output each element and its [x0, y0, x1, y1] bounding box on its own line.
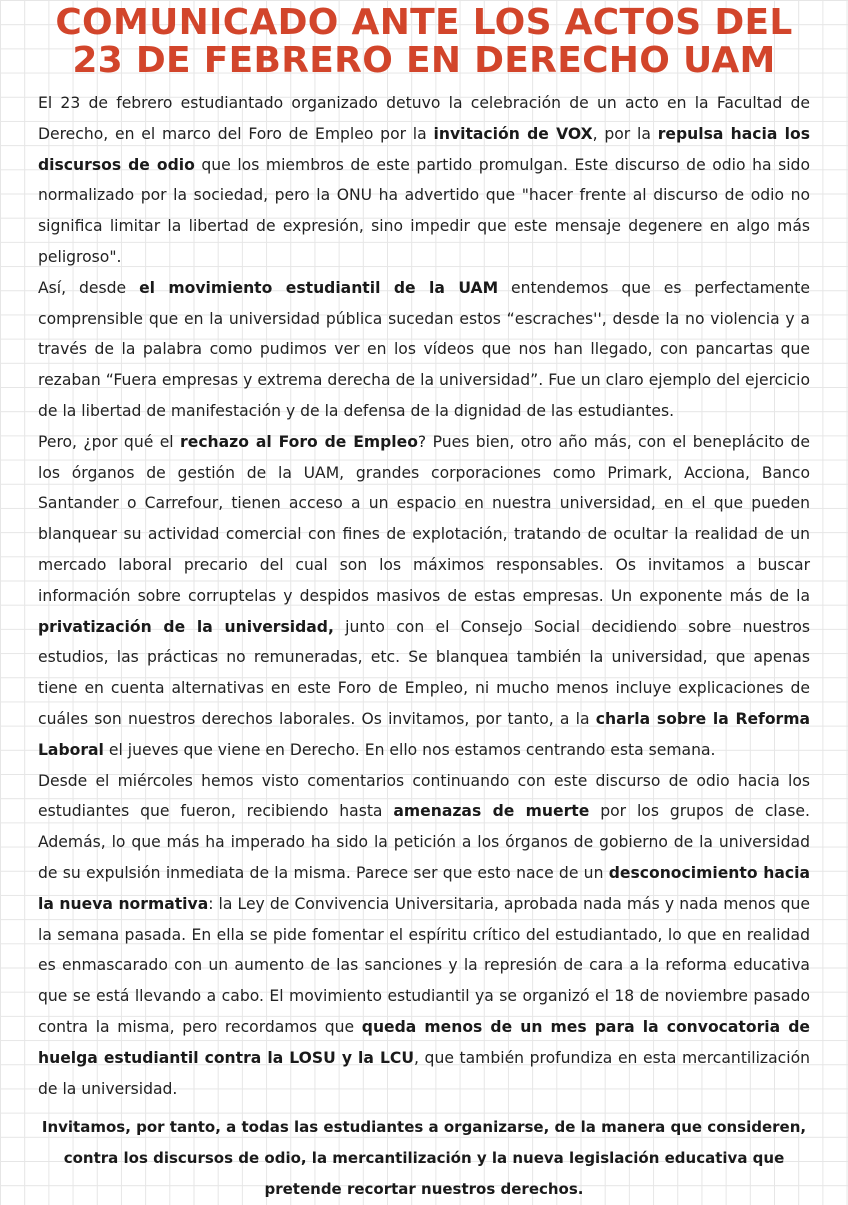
bold-text: queda menos de un mes para la convocatoria de huelga estudiantil contra la LOSU y la LCU [38, 1017, 810, 1067]
paragraph-4 [38, 766, 810, 1105]
bold-text: desconocimiento hacia la nueva normativa [38, 863, 811, 913]
statement-body [38, 88, 810, 1104]
page-title: COMUNICADO ANTE LOS ACTOS DEL 23 DE FEBRERO EN DERECHO UAM [55, 2, 793, 81]
text: El 23 de febrero estudiantado organizado detuvo la celebración de un acto en la Facultad de Derecho, en el marco del Foro de Empleo por la [38, 94, 810, 143]
text: por los grupos de clase. Además, lo que más ha imperado ha sido la petición a los órganos de gobierno de la universidad de su expulsión inmediata de la misma. Parece ser que esto nace de un [38, 802, 810, 882]
bold-text: privatización de la universidad, [38, 617, 334, 636]
text: : la Ley de Convivencia Universitaria, aprobada nada más y nada menos que la semana pasada. En ella se pide fomentar el espíritu crítico del estudiantado, lo que en realidad es enmascarado con un aumento de las sanciones y la represión de cara a la reforma educativa que se está llevando a cabo. El movimiento estudiantil ya se organizó el 18 de noviembre pasado contra la misma, pero recordamos que [38, 894, 810, 1036]
text: , por la [592, 124, 658, 143]
text: Pero, ¿por qué el [38, 432, 181, 451]
paragraph-3 [38, 427, 810, 766]
text: Desde el miércoles hemos visto comentarios continuando con este discurso de odio hacia los estudiantes que fueron, recibiendo hasta [38, 771, 810, 821]
text: junto con el Consejo Social decidiendo sobre nuestros estudios, las prácticas no remuneradas, etc. Se blanquea también la universidad, que apenas tiene en cuenta alternativas en este Foro de Empleo, ni mucho menos incluye explicaciones de cuáles son nuestros derechos laborales. Os invitamos, por tanto, a la [38, 617, 810, 728]
bold-text: charla sobre la Reforma Laboral [38, 709, 810, 759]
paragraph-2 [38, 273, 810, 427]
text: entendemos que es perfectamente comprensible que en la universidad pública sucedan estos “escraches'', desde la no violencia y a través de la palabra como pudimos ver en los vídeos que nos han llegado, con pancartas que rezaban “Fuera empresas y extrema derecha de la universidad”. Fue un claro ejemplo del ejercicio de la libertad de manifestación y de la defensa de la dignidad de las estudiantes. [38, 278, 810, 420]
text: ? Pues bien, otro año más, con el beneplácito de los órganos de gestión de la UAM, grandes corporaciones como Primark, Acciona, Banco Santander o Carrefour, tienen acceso a un espacio en nuestra universidad, en el que pueden blanquear su actividad comercial con fines de explotación, tratando de ocultar la realidad de un mercado laboral precario del cual son los máximos responsables. Os invitamos a buscar información sobre corruptelas y despidos masivos de estas empresas. Un exponente más de la [38, 432, 810, 605]
paragraph-1 [38, 88, 810, 273]
text: el jueves que viene en Derecho. En ello nos estamos centrando esta semana. [103, 740, 716, 759]
text: que los miembros de este partido promulgan. Este discurso de odio ha sido normalizado por la sociedad, pero la ONU ha advertido que "hacer frente al discurso de odio no significa limitar la libertad de expresión, sino impedir que este mensaje degenere en algo más peligroso". [38, 155, 810, 266]
closing-call: Invitamos, por tanto, a todas las estudiantes a organizarse, de la manera que consideren, contra los discursos de odio, la mercantilización y la nueva legislación educativa que pretende recortar nuestros derechos. [41, 1118, 807, 1199]
bold-text: amenazas de muerte [393, 802, 590, 821]
text: Así, desde [38, 278, 140, 297]
text: , que también profundiza en esta mercantilización de la universidad. [38, 1048, 810, 1098]
bold-text: el movimiento estudiantil de la UAM [139, 278, 499, 297]
bold-text: repulsa hacia los discursos de odio [38, 124, 810, 174]
bold-text: invitación de VOX [433, 124, 593, 143]
bold-text: rechazo al Foro de Empleo [180, 432, 418, 451]
